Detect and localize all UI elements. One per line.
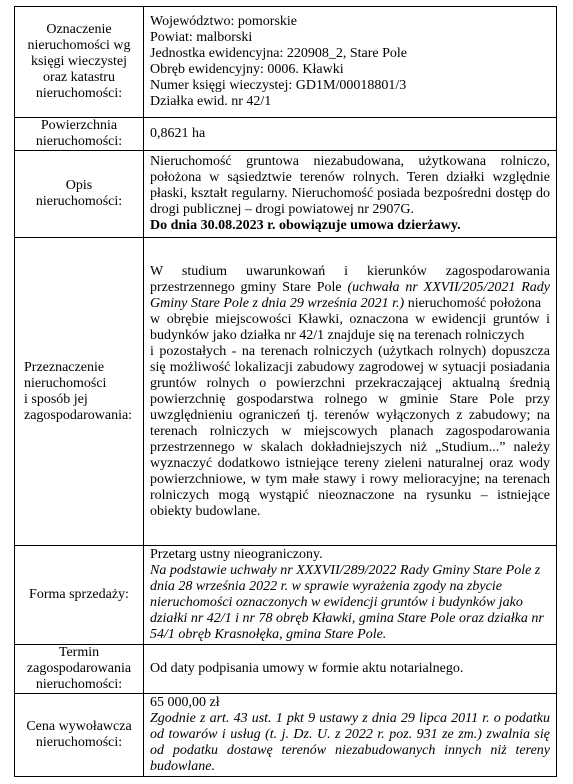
designation-label-line: nieruchomości: [35, 86, 123, 101]
development-deadline-label-line: nieruchomości: [35, 677, 123, 692]
lease-note: Do dnia 30.08.2023 r. obowiązuje umowa dzierżawy. [150, 218, 461, 233]
designation-value [144, 7, 557, 118]
studium-resolution-reference: (uchwała nr XXVII/205/2021 Rady Gminy Stare Pole z dnia 29 września 2021 r.) [150, 279, 550, 311]
purpose-paragraph-1-end: nieruchomość położona [404, 295, 542, 311]
designation-label-line: nieruchomości wg [27, 38, 131, 53]
purpose-label-line: nieruchomości [24, 375, 107, 391]
registration-unit-line: Jednostka ewidencyjna: 220908_2, Stare Pole [150, 46, 408, 61]
purpose-label-line: Przeznaczenie [24, 359, 105, 375]
designation-label-line: oraz katastru [43, 70, 115, 85]
starting-price-value [144, 694, 557, 777]
row-starting-price [15, 694, 557, 777]
area-value [144, 118, 557, 151]
development-deadline-value [144, 645, 557, 694]
row-description [15, 151, 557, 238]
purpose-value [144, 238, 557, 546]
designation-label-line: Oznaczenie [46, 22, 112, 37]
area-label-line: nieruchomości: [35, 134, 123, 149]
description-label [15, 151, 144, 238]
sale-resolution-basis: Na podstawie uchwały nr XXXVII/289/2022 Rady Gminy Stare Pole z dnia 28 września 2022 r. w sprawie wyrażenia zgody na zbycie nieruchomości oznaczonych w ewidencji gruntów i budynków jako działki nr 42/1 i nr 78 obręb Kławki, gmina Stare Pole oraz działka nr 54/1 obręb Krasnołęka, gmina Stare Pole. [150, 563, 544, 642]
purpose-paragraph-1-start: W studium uwarunkowań i kierunków zagospodarowania przestrzennego gminy Stare Pole [150, 263, 550, 295]
vat-exemption-note: Zgodnie z art. 43 ust. 1 pkt 9 ustawy z dnia 29 lipca 2011 r. o podatku od towarów i usług (t. j. Dz. U. z 2022 r. poz. 931 ze zm.) zwalnia się od podatku dostawę terenów niezabudowanych innych niż tereny budowlane. [150, 711, 550, 774]
row-designation [15, 7, 557, 118]
sale-form-value [144, 546, 557, 645]
county-line: Powiat: malborski [150, 30, 253, 45]
starting-price-amount: 65 000,00 zł [150, 695, 220, 710]
purpose-paragraph-3: i pozostałych - na terenach rolniczych (użytkach rolnych) dopuszcza się możliwość lokalizacji zabudowy zagrodowej w sytuacji posiadania gruntów rolnych o powierzchni przekraczającej aktualną średnią powierzchnię gospodarstwa rolnego w gminie Stare Pole przy uwzględnieniu ograniczeń tj. terenów wyłączonych z zabudowy; na terenach rolniczych w miejscowych planach zagospodarowania przestrzennego w skalach dokładniejszych niż „Studium...” należy wyznaczyć dodatkowo istniejące tereny zieleni naturalnej oraz wody powierzchniowe, w tym małe stawy i rowy melioracyjne; na terenach rolniczych mogą wystąpić nieoznaczone na rysunku – istniejące obiekty budowlane. [150, 343, 550, 519]
purpose-label-line: zagospodarowania: [24, 407, 133, 423]
row-development-deadline [15, 645, 557, 694]
purpose-paragraph-1 [150, 264, 550, 312]
purpose-label-line: i sposób jej [24, 391, 88, 407]
registration-precinct-line: Obręb ewidencyjny: 0006. Kławki [150, 62, 344, 77]
description-value [144, 151, 557, 238]
area-label [15, 118, 144, 151]
development-deadline-text: Od daty podpisania umowy w formie aktu notarialnego. [150, 661, 464, 676]
description-text: Nieruchomość gruntowa niezabudowana, użytkowana rolniczo, położona w sąsiedztwie terenów rolnych. Teren działki względnie płaski, kształt regularny. Nieruchomość posiada bezpośredni dostęp do drogi publicznej – drogi powiatowej nr 2907G. [150, 154, 550, 217]
row-area [15, 118, 557, 151]
purpose-label [15, 238, 144, 546]
designation-label [15, 7, 144, 118]
development-deadline-label [15, 645, 144, 694]
designation-label-line: księgi wieczystej [30, 54, 128, 69]
property-table [14, 6, 557, 777]
description-label-line: nieruchomości: [35, 194, 123, 209]
purpose-paragraph-2: w obrębie miejscowości Kławki, oznaczona w ewidencji gruntów i budynków jako działka nr 42/1 znajduje się na terenach rolniczych [150, 311, 550, 343]
development-deadline-label-line: zagospodarowania [26, 661, 132, 676]
row-sale-form [15, 546, 557, 645]
description-label-line: Opis [65, 178, 93, 193]
land-register-number-line: Numer księgi wieczystej: GD1M/00018801/3 [150, 78, 407, 93]
sale-form-label-line: Forma sprzedaży: [29, 587, 129, 602]
plot-number-line: Działka ewid. nr 42/1 [150, 94, 272, 109]
voivodeship-line: Województwo: pomorskie [150, 14, 298, 29]
starting-price-label [15, 694, 144, 777]
sale-form-text: Przetarg ustny nieograniczony. [150, 547, 323, 562]
sale-form-label [15, 546, 144, 645]
area-label-line: Powierzchnia [40, 118, 118, 133]
row-purpose [15, 238, 557, 546]
starting-price-label-line: Cena wywoławcza [26, 719, 132, 734]
development-deadline-label-line: Termin [58, 645, 100, 660]
area-value-text: 0,8621 ha [150, 126, 206, 141]
starting-price-label-line: nieruchomości: [35, 735, 123, 750]
